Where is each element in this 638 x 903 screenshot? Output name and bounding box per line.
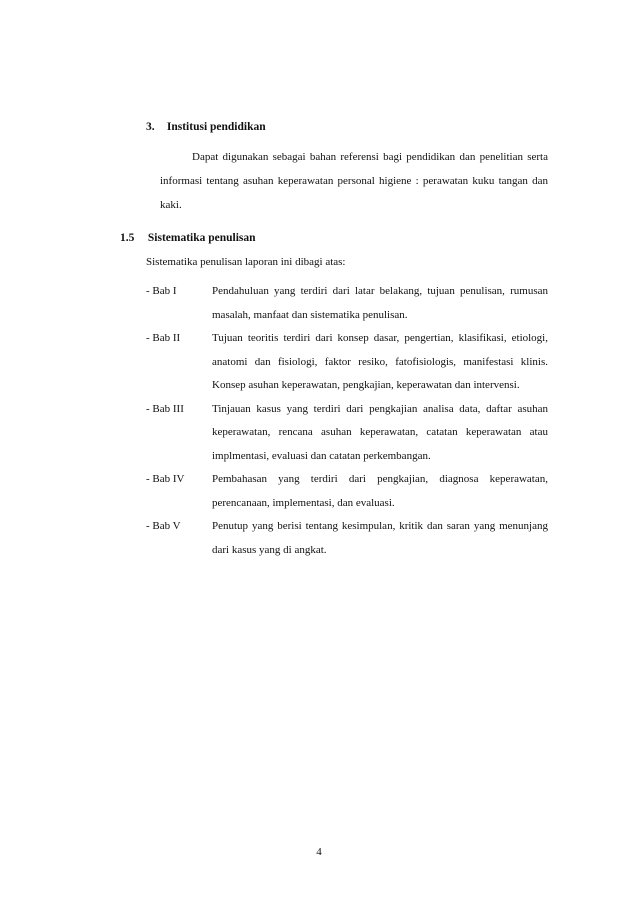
section-3-paragraph	[160, 145, 548, 217]
chapter-description: Pendahuluan yang terdiri dari latar belakang, tujuan penulisan, rumusan masalah, manfaat dan sistematika penulisan.	[212, 285, 548, 321]
chapter-description: Penutup yang berisi tentang kesimpulan, kritik dan saran yang menunjang dari kasus yang di angkat.	[212, 520, 548, 556]
chapter-item-bab-1	[146, 280, 548, 327]
chapter-label: - Bab II	[146, 332, 181, 344]
section-3-heading	[146, 121, 266, 133]
section-1-5-intro: Sistematika penulisan laporan ini dibagi atas:	[146, 256, 346, 268]
chapter-label: - Bab III	[146, 402, 184, 415]
chapter-description: Pembahasan yang terdiri dari pengkajian, diagnosa keperawatan, perencanaan, implementasi, dan evaluasi.	[212, 473, 548, 509]
chapter-item-bab-4	[146, 468, 548, 515]
section-3-number: 3.	[146, 121, 155, 133]
page-number: 4	[316, 846, 322, 858]
chapter-item-bab-5	[146, 515, 548, 562]
section-1-5-heading	[120, 232, 256, 244]
chapter-list	[146, 280, 548, 562]
chapter-label: - Bab I	[146, 285, 177, 297]
section-1-5-number: 1.5	[120, 232, 135, 244]
section-3-title: Institusi pendidikan	[166, 121, 266, 133]
chapter-label: - Bab V	[146, 520, 181, 532]
chapter-label: - Bab IV	[146, 473, 185, 485]
section-1-5-title: Sistematika penulisan	[147, 232, 256, 244]
chapter-description: Tujuan teoritis terdiri dari konsep dasar, pengertian, klasifikasi, etiologi, anatomi dan fisiologi, faktor resiko, fatofisiologis, manifestasi klinis. Konsep asuhan keperawatan, pengkajian, keperawatan dan intervensi.	[212, 332, 548, 391]
chapter-item-bab-2	[146, 327, 548, 398]
section-3-body-text: Dapat digunakan sebagai bahan referensi bagi pendidikan dan penelitian serta informasi tentang asuhan keperawatan personal higiene : perawatan kuku tangan dan kaki.	[160, 151, 548, 211]
chapter-description: Tinjauan kasus yang terdiri dari pengkajian analisa data, daftar asuhan keperawatan, rencana asuhan keperawatan, catatan keperawatan atau implmentasi, evaluasi dan catatan perkembangan.	[212, 402, 548, 462]
chapter-item-bab-3	[146, 398, 548, 469]
